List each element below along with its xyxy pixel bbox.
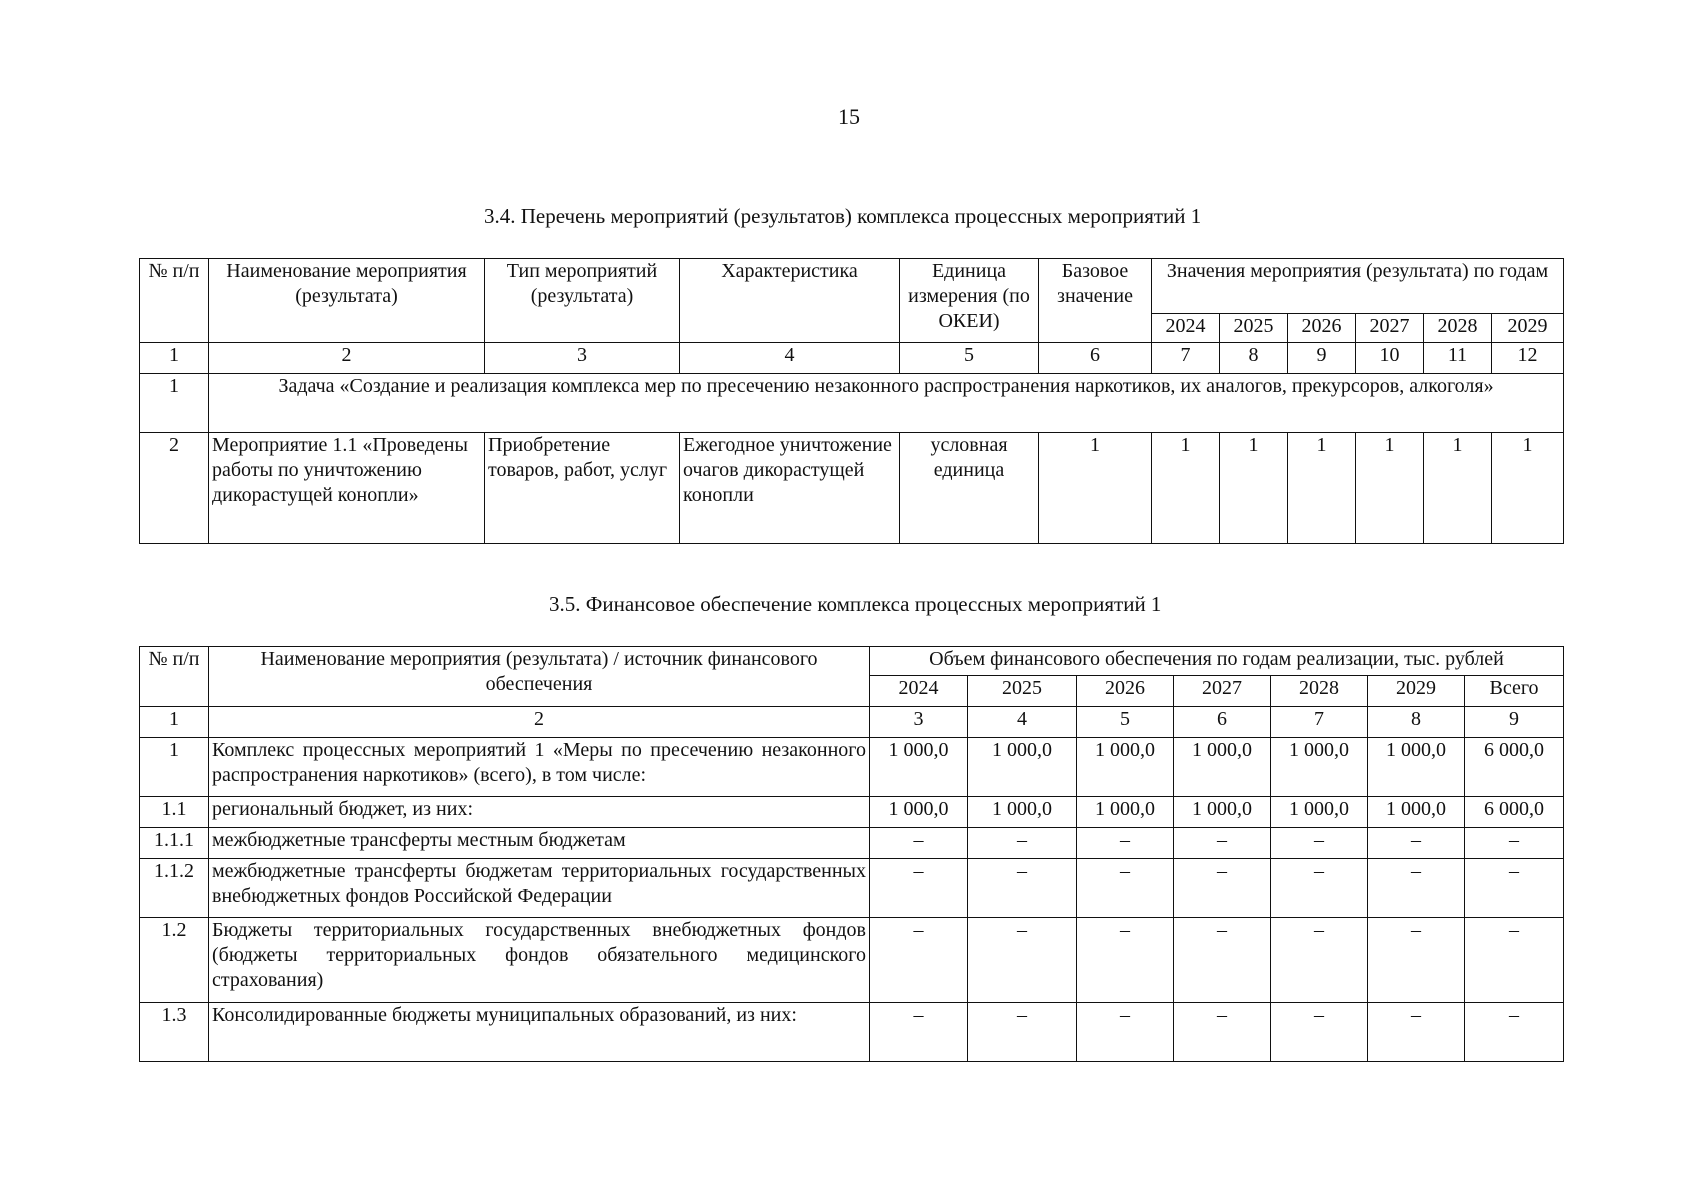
row-value: 1 000,0 (870, 797, 968, 828)
task-row (140, 374, 1564, 433)
activity-type: Приобретение товаров, работ, услуг (485, 433, 680, 544)
column-number: 10 (1356, 343, 1424, 374)
activity-base-value: 1 (1039, 433, 1152, 544)
column-number: 4 (968, 707, 1077, 738)
row-num: 1.1.2 (140, 859, 209, 918)
row-total: – (1465, 918, 1564, 1003)
header-name: Наименование мероприятия (результата) (209, 259, 485, 343)
column-number: 8 (1368, 707, 1465, 738)
column-number: 5 (900, 343, 1039, 374)
row-num: 1.1.1 (140, 828, 209, 859)
row-value: 1 000,0 (1174, 797, 1271, 828)
activity-unit: условная единица (900, 433, 1039, 544)
row-value: – (1077, 828, 1174, 859)
financing-table (139, 646, 1564, 1062)
row-value: – (870, 918, 968, 1003)
header-volume: Объем финансового обеспечения по годам реализации, тыс. рублей (870, 647, 1564, 676)
activity-row (140, 433, 1564, 544)
header-year: 2025 (968, 676, 1077, 707)
column-number: 5 (1077, 707, 1174, 738)
column-number: 2 (209, 343, 485, 374)
row-value: – (1174, 828, 1271, 859)
column-number: 8 (1220, 343, 1288, 374)
row-value: – (1368, 1003, 1465, 1062)
row-name: Бюджеты территориальных государственных внебюджетных фондов (бюджеты территориальных фондов обязательного медицинского страхования) (209, 918, 870, 1003)
row-name: межбюджетные трансферты бюджетам территориальных государственных внебюджетных фондов Российской Федерации (209, 859, 870, 918)
column-number: 12 (1492, 343, 1564, 374)
row-value: 1 000,0 (1174, 738, 1271, 797)
column-number: 7 (1271, 707, 1368, 738)
header-year: 2028 (1424, 314, 1492, 343)
column-number: 3 (870, 707, 968, 738)
activity-characteristic: Ежегодное уничтожение очагов дикорастущей конопли (680, 433, 900, 544)
column-number: 2 (209, 707, 870, 738)
table-row (140, 1003, 1564, 1062)
column-number-row (140, 707, 1564, 738)
column-number: 9 (1288, 343, 1356, 374)
row-value: – (870, 1003, 968, 1062)
row-value: 1 000,0 (1077, 738, 1174, 797)
row-value: – (968, 828, 1077, 859)
row-value: 1 000,0 (1271, 797, 1368, 828)
row-name: Комплекс процессных мероприятий 1 «Меры по пресечению незаконного распространения наркотиков» (всего), в том числе: (209, 738, 870, 797)
header-total: Всего (1465, 676, 1564, 707)
task-text: Задача «Создание и реализация комплекса мер по пресечению незаконного распространения наркотиков, их аналогов, прекурсоров, алкоголя» (209, 374, 1564, 433)
header-type: Тип мероприятий (результата) (485, 259, 680, 343)
row-total: 6 000,0 (1465, 738, 1564, 797)
row-value: 1 000,0 (870, 738, 968, 797)
header-year: 2027 (1356, 314, 1424, 343)
header-year: 2028 (1271, 676, 1368, 707)
row-value: – (968, 1003, 1077, 1062)
activity-num: 2 (140, 433, 209, 544)
row-value: – (1077, 918, 1174, 1003)
header-year: 2024 (870, 676, 968, 707)
row-num: 1.2 (140, 918, 209, 1003)
header-year: 2029 (1492, 314, 1564, 343)
column-number: 3 (485, 343, 680, 374)
page-number: 15 (838, 104, 860, 129)
table-row (140, 797, 1564, 828)
table-row (140, 738, 1564, 797)
row-total: – (1465, 859, 1564, 918)
row-total: 6 000,0 (1465, 797, 1564, 828)
column-number: 6 (1174, 707, 1271, 738)
row-value: 1 000,0 (1077, 797, 1174, 828)
activity-year-value: 1 (1492, 433, 1564, 544)
row-num: 1 (140, 738, 209, 797)
header-values-by-year: Значения мероприятия (результата) по годам (1152, 259, 1564, 314)
column-number-row (140, 343, 1564, 374)
row-value: 1 000,0 (1368, 738, 1465, 797)
header-year: 2026 (1077, 676, 1174, 707)
header-year: 2027 (1174, 676, 1271, 707)
row-total: – (1465, 1003, 1564, 1062)
row-value: 1 000,0 (1271, 738, 1368, 797)
row-num: 1.3 (140, 1003, 209, 1062)
header-year: 2026 (1288, 314, 1356, 343)
row-value: – (968, 918, 1077, 1003)
header-base: Базовое значение (1039, 259, 1152, 343)
row-name: Консолидированные бюджеты муниципальных образований, из них: (209, 1003, 870, 1062)
task-num: 1 (140, 374, 209, 433)
table-header-row (140, 647, 1564, 676)
column-number: 6 (1039, 343, 1152, 374)
row-value: – (1271, 1003, 1368, 1062)
row-value: – (1271, 828, 1368, 859)
header-year: 2025 (1220, 314, 1288, 343)
column-number: 9 (1465, 707, 1564, 738)
header-year: 2024 (1152, 314, 1220, 343)
table-row (140, 918, 1564, 1003)
row-value: – (1077, 1003, 1174, 1062)
column-number: 7 (1152, 343, 1220, 374)
row-value: – (1368, 828, 1465, 859)
row-value: – (1174, 859, 1271, 918)
row-value: 1 000,0 (1368, 797, 1465, 828)
row-value: – (1368, 918, 1465, 1003)
row-value: – (968, 859, 1077, 918)
row-value: – (1174, 1003, 1271, 1062)
row-value: – (870, 859, 968, 918)
column-number: 1 (140, 707, 209, 738)
table-header-row (140, 259, 1564, 314)
column-number: 11 (1424, 343, 1492, 374)
table-row (140, 828, 1564, 859)
activities-table (139, 258, 1564, 544)
row-value: – (1271, 859, 1368, 918)
row-name: региональный бюджет, из них: (209, 797, 870, 828)
activity-year-value: 1 (1152, 433, 1220, 544)
column-number: 4 (680, 343, 900, 374)
activity-year-value: 1 (1356, 433, 1424, 544)
activity-year-value: 1 (1220, 433, 1288, 544)
row-value: – (1368, 859, 1465, 918)
table-row (140, 859, 1564, 918)
row-value: 1 000,0 (968, 797, 1077, 828)
activity-name: Мероприятие 1.1 «Проведeны работы по уничтожению дикорастущей конопли» (209, 433, 485, 544)
section-heading-financing: 3.5. Финансовое обеспечение комплекса процессных мероприятий 1 (549, 592, 1162, 616)
activity-year-value: 1 (1288, 433, 1356, 544)
row-value: 1 000,0 (968, 738, 1077, 797)
header-num: № п/п (140, 259, 209, 343)
header-year: 2029 (1368, 676, 1465, 707)
row-value: – (1077, 859, 1174, 918)
column-number: 1 (140, 343, 209, 374)
row-name: межбюджетные трансферты местным бюджетам (209, 828, 870, 859)
header-num: № п/п (140, 647, 209, 707)
header-characteristic: Характеристика (680, 259, 900, 343)
row-value: – (1174, 918, 1271, 1003)
section-heading-activities: 3.4. Перечень мероприятий (результатов) комплекса процессных мероприятий 1 (484, 204, 1202, 228)
activity-year-value: 1 (1424, 433, 1492, 544)
header-unit: Единица измерения (по ОКЕИ) (900, 259, 1039, 343)
header-name: Наименование мероприятия (результата) / источник финансового обеспечения (209, 647, 870, 707)
row-total: – (1465, 828, 1564, 859)
row-value: – (1271, 918, 1368, 1003)
row-num: 1.1 (140, 797, 209, 828)
row-value: – (870, 828, 968, 859)
